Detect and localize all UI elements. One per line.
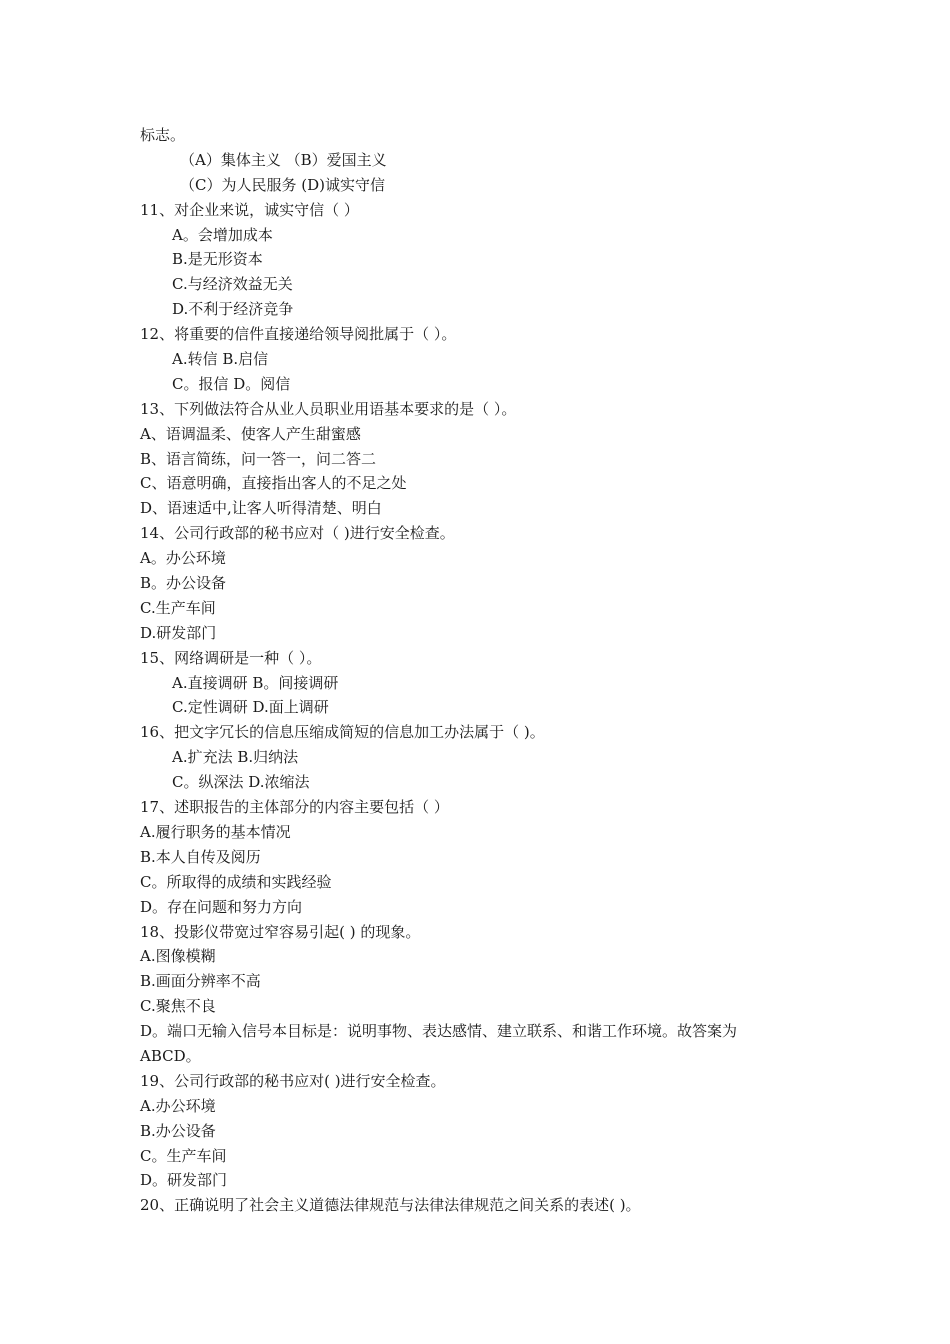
text-line: （C）为人民服务 (D)诚实守信	[180, 175, 385, 194]
text-line: 16、把文字冗长的信息压缩成简短的信息加工办法属于（ )。	[140, 723, 545, 742]
text-line: B.是无形资本	[172, 250, 263, 269]
text-line: C。生产车间	[140, 1146, 227, 1165]
text-line: 标志。	[140, 126, 186, 144]
text-line: 20、正确说明了社会主义道德法律规范与法律法律规范之间关系的表述( )。	[140, 1196, 641, 1215]
text-line: 14、公司行政部的秘书应对（ )进行安全检查。	[140, 524, 455, 543]
text-line: 17、述职报告的主体部分的内容主要包括（ ）	[140, 798, 449, 817]
text-line: D。存在问题和努力方向	[140, 897, 303, 916]
text-line: C。报信 D。阅信	[172, 374, 291, 393]
text-line: C.定性调研 D.面上调研	[172, 698, 329, 717]
text-line: A。办公环境	[140, 549, 226, 568]
text-line: A.扩充法 B.归纳法	[172, 748, 299, 767]
text-line: C。纵深法 D.浓缩法	[172, 773, 310, 792]
text-line: D。研发部门	[140, 1171, 228, 1190]
text-line: C.生产车间	[140, 598, 216, 617]
text-line: 13、下列做法符合从业人员职业用语基本要求的是（ ）。	[140, 399, 517, 418]
text-line: D.不利于经济竞争	[172, 300, 294, 319]
text-line: ABCD。	[140, 1046, 201, 1065]
text-line: D、语速适中,让客人听得清楚、明白	[140, 499, 382, 518]
text-line: A.履行职务的基本情况	[140, 822, 291, 841]
text-line: B.画面分辨率不高	[140, 972, 261, 991]
document-body	[140, 123, 820, 1218]
text-line: B、语言简练，问一答一，问二答二	[140, 449, 377, 468]
text-line: C。所取得的成绩和实践经验	[140, 872, 332, 891]
text-line: B.办公设备	[140, 1121, 216, 1140]
text-line: C、语意明确，直接指出客人的不足之处	[140, 474, 407, 493]
text-line: B。办公设备	[140, 574, 227, 593]
text-line: C.聚焦不良	[140, 997, 216, 1016]
text-line: 15、网络调研是一种（ ）。	[140, 648, 322, 667]
text-line: 12、将重要的信件直接递给领导阅批属于（ ）。	[140, 325, 457, 344]
text-line: A、语调温柔、使客人产生甜蜜感	[140, 424, 361, 443]
text-line: B.本人自传及阅历	[140, 847, 261, 866]
text-line: 11、对企业来说，诚实守信（ ）	[140, 200, 359, 219]
text-line: A.转信 B.启信	[172, 350, 269, 369]
text-line: C.与经济效益无关	[172, 275, 293, 294]
text-line: A.图像模糊	[140, 947, 216, 966]
text-line: 18、投影仪带宽过窄容易引起( ) 的现象。	[140, 922, 421, 941]
text-line: A。会增加成本	[172, 225, 273, 244]
text-line: 19、公司行政部的秘书应对( )进行安全检查。	[140, 1071, 446, 1090]
text-line: D。端口无输入信号本目标是：说明事物、表达感情、建立联系、和谐工作环境。故答案为	[140, 1022, 738, 1041]
text-line: D.研发部门	[140, 623, 217, 642]
text-line: A.直接调研 B。间接调研	[172, 673, 339, 692]
text-line: A.办公环境	[140, 1096, 216, 1115]
text-line: （A）集体主义 （B）爱国主义	[180, 150, 387, 169]
